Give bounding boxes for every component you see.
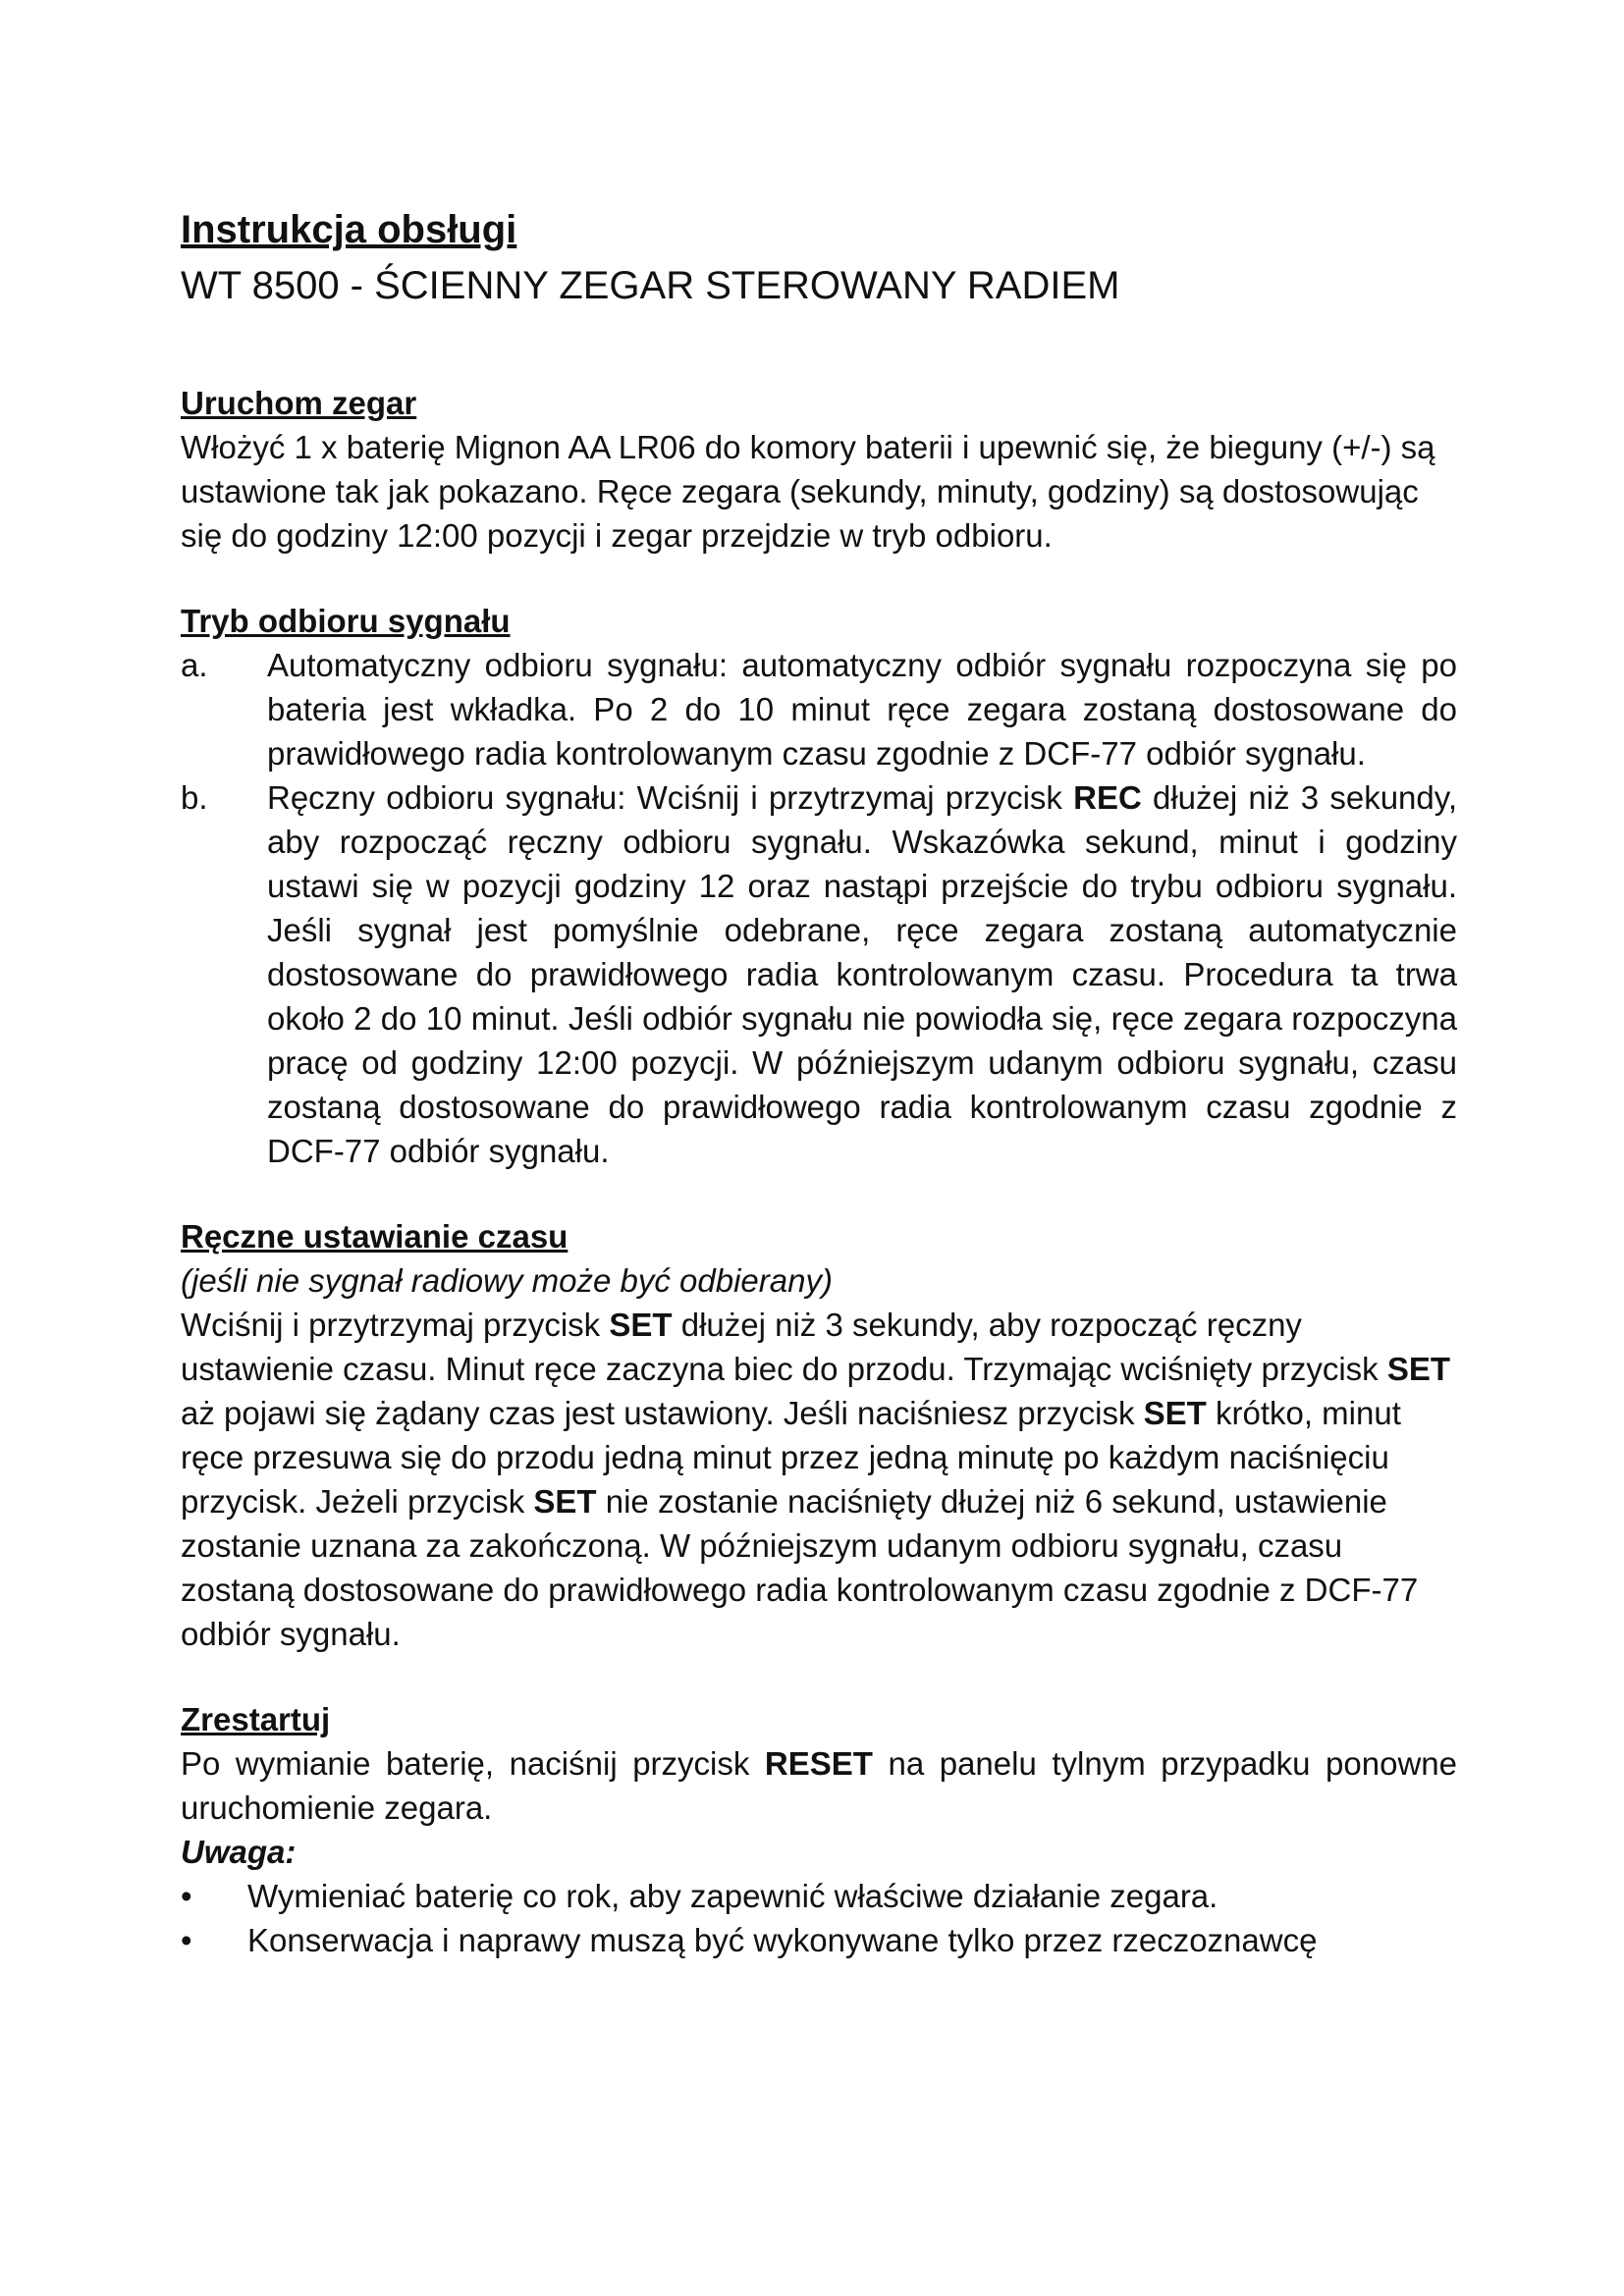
note-label: Uwaga:	[181, 1834, 297, 1870]
list-item-text	[267, 775, 1457, 1173]
text-run: dłużej niż 3 sekundy, aby rozpocząć ręczny ustawienie czasu. Minut ręce zaczyna biec do przodu. Trzymając wciśnięty przycisk	[181, 1307, 1387, 1387]
list-item-text: Konserwacja i naprawy muszą być wykonywane tylko przez rzeczoznawcę	[247, 1922, 1318, 1958]
document-subtitle: WT 8500 - ŚCIENNY ZEGAR STEROWANY RADIEM	[181, 264, 1120, 307]
text-run: dłużej niż 3 sekundy, aby rozpocząć ręczny odbioru sygnału. Wskazówka sekund, minut i godziny ustawi się w pozycji godziny 12 oraz nastąpi przejście do trybu odbioru sygnału. Jeśli sygnał jest pomyślnie odebrane, ręce zegara zostaną automatycznie dostosowane do prawidłowego radia kontrolowanym czasu. Procedura ta trwa około 2 do 10 minut. Jeśli odbiór sygnału nie powiodła się, ręce zegara rozpoczyna pracę od godziny 12:00 pozycji. W późniejszym udanym odbioru sygnału, czasu zostaną dostosowane do prawidłowego radia kontrolowanym czasu zgodnie z DCF-77 odbiór sygnału.	[267, 779, 1457, 1169]
text-run: na panelu tylnym przypadku ponowne uruchomienie zegara.	[181, 1745, 1457, 1826]
section-signal-mode	[181, 599, 1457, 1173]
signal-mode-list	[181, 643, 1457, 1173]
text-run: Po wymianie baterię, naciśnij przycisk	[181, 1745, 765, 1782]
section-subheading: (jeśli nie sygnał radiowy może być odbierany)	[181, 1262, 833, 1299]
note-list	[181, 1874, 1457, 1962]
list-item	[181, 1874, 1457, 1918]
list-marker: b.	[181, 779, 208, 816]
document-title: Instrukcja obsługi	[181, 208, 517, 251]
button-name-reset: RESET	[764, 1745, 873, 1782]
list-item	[181, 643, 1457, 775]
list-item	[181, 775, 1457, 1173]
section-text	[181, 1303, 1457, 1656]
section-reset	[181, 1697, 1457, 1962]
section-heading: Tryb odbioru sygnału	[181, 603, 511, 639]
section-heading: Zrestartuj	[181, 1701, 331, 1737]
button-name-rec: REC	[1073, 779, 1142, 816]
list-item	[181, 1918, 1457, 1962]
document-page	[181, 204, 1457, 1962]
text-run: krótko, minut ręce przesuwa się do przodu jedną minut przez jedną minutę po każdym naciśnięciu przycisk. Jeżeli przycisk	[181, 1395, 1401, 1520]
text-run: nie zostanie naciśnięty dłużej niż 6 sekund, ustawienie zostanie uznana za zakończoną. W późniejszym udanym odbioru sygnału, czasu zostaną dostosowane do prawidłowego radia kontrolowanym czasu zgodnie z DCF-77 odbiór sygnału.	[181, 1483, 1419, 1652]
section-manual-time	[181, 1214, 1457, 1656]
list-marker: a.	[181, 647, 208, 683]
list-item-text: Automatyczny odbioru sygnału: automatyczny odbiór sygnału rozpoczyna się po bateria jest wkładka. Po 2 do 10 minut ręce zegara zostaną dostosowane do prawidłowego radia kontrolowanym czasu zgodnie z DCF-77 odbiór sygnału.	[267, 647, 1457, 772]
text-run: Wciśnij i przytrzymaj przycisk	[181, 1307, 610, 1343]
section-text: Włożyć 1 x baterię Mignon AA LR06 do komory baterii i upewnić się, że bieguny (+/-) są ustawione tak jak pokazano. Ręce zegara (sekundy, minuty, godziny) są dostosowując się do godziny 12:00 pozycji i zegar przejdzie w tryb odbioru.	[181, 429, 1435, 554]
text-run: Ręczny odbioru sygnału: Wciśnij i przytrzymaj przycisk	[267, 779, 1074, 816]
button-name-set: SET	[609, 1307, 673, 1343]
bullet-icon: •	[181, 1922, 192, 1958]
button-name-set: SET	[533, 1483, 597, 1520]
section-text	[181, 1741, 1457, 1830]
section-heading: Uruchom zegar	[181, 385, 417, 421]
section-start-clock	[181, 381, 1457, 558]
button-name-set: SET	[1386, 1351, 1451, 1387]
bullet-icon: •	[181, 1878, 192, 1914]
list-item-text: Wymieniać baterię co rok, aby zapewnić właściwe działanie zegara.	[247, 1878, 1218, 1914]
section-heading: Ręczne ustawianie czasu	[181, 1218, 568, 1255]
text-run: aż pojawi się żądany czas jest ustawiony. Jeśli naciśniesz przycisk	[181, 1395, 1144, 1431]
button-name-set: SET	[1143, 1395, 1207, 1431]
